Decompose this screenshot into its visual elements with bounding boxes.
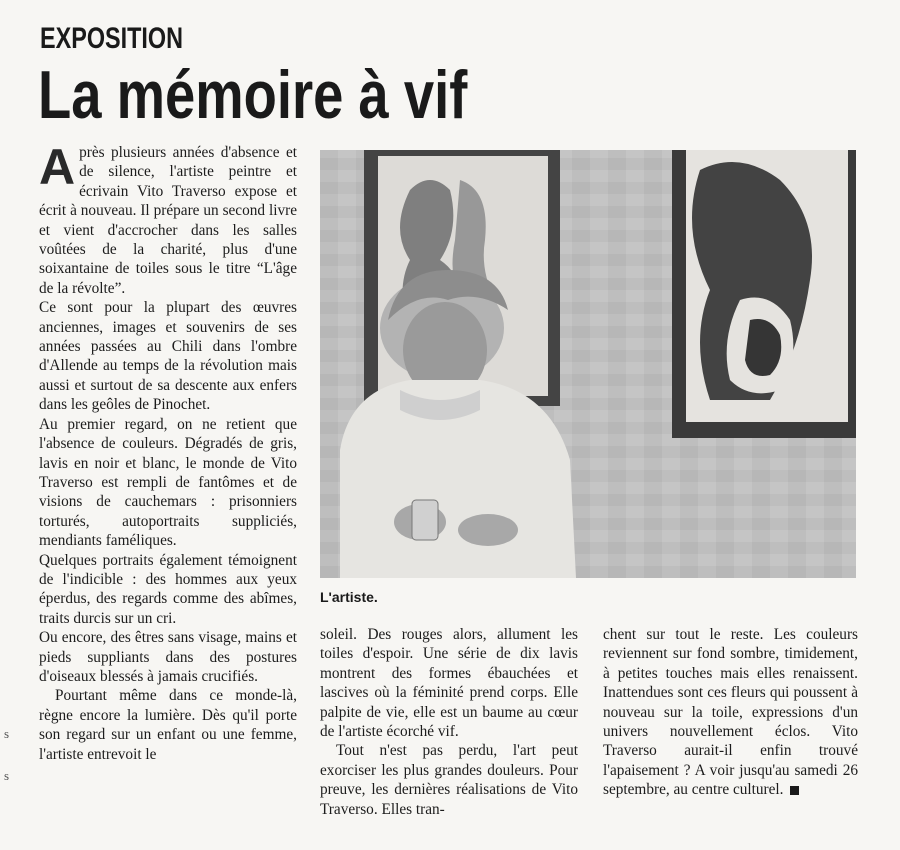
paragraph: Après plusieurs années d'absence et de silence, l'artiste peintre et écrivain Vito Traverso expose et écrit à nouveau. Il prépare un second livre et vient d'accrocher dans les salles voûtées de la charité, plus d'une soixantaine de toiles sous le titre “L'âge de la révolte”. xyxy=(39,139,297,297)
text-column-2 xyxy=(320,625,578,819)
article-headline: La mémoire à vif xyxy=(38,57,468,133)
paragraph: Quelques portraits également témoignent de l'indicible : des hommes aux yeux éperdus, des regards comme des abîmes, traits durcis sur un cri. xyxy=(39,551,297,627)
text-column-1 xyxy=(39,139,297,764)
margin-mark: s xyxy=(4,768,10,783)
photo-caption: L'artiste. xyxy=(320,589,378,605)
artist-photo xyxy=(320,150,856,578)
artist-photo-illustration xyxy=(320,150,856,578)
paragraph: Pourtant même dans ce monde-là, règne encore la lumière. Dès qu'il porte son regard sur un enfant ou une femme, l'artiste entrevoit le xyxy=(39,687,297,763)
paragraph: Ce sont pour la plupart des œuvres anciennes, images et souvenirs de ses années passées au Chili dans l'ombre d'Allende au temps de la révolution mais aussi et surtout de sa descente aux enfers dans les geôles de Pinochet. xyxy=(39,299,297,414)
drop-cap: A xyxy=(39,139,76,195)
margin-mark: s xyxy=(4,726,10,741)
end-of-article-square-icon xyxy=(790,786,799,795)
article-kicker: EXPOSITION xyxy=(40,22,184,55)
paragraph: chent sur tout le reste. Les couleurs reviennent sur fond sombre, timidement, à petites touches mais elles renaissent. Inattendues sont ces fleurs qui poussent à nouveau sur la toile, expressions d'un univers nouvellement éclos. Vito Traverso aurait-il enfin trouvé l'apaisement ? A voir jusqu'au samedi 26 septembre, au centre culturel. xyxy=(603,626,858,799)
text-column-3 xyxy=(603,625,858,800)
paragraph: soleil. Des rouges alors, allument les toiles d'espoir. Une série de dix lavis montrent des formes ébauchées et lascives où la féminité prend corps. Elle palpite de vie, elle est un baume au cœur de l'artiste écorché vif. xyxy=(320,626,578,741)
paragraph: Au premier regard, on ne retient que l'absence de couleurs. Dégradés de gris, lavis en noir et blanc, le monde de Vito Traverso est rempli de fantômes et de visions de cauchemars : prisonniers torturés, autoportraits suppliciés, mendiants faméliques. xyxy=(39,415,297,550)
paragraph: Tout n'est pas perdu, l'art peut exorciser les plus grandes douleurs. Pour preuve, les dernières réalisations de Vito Traverso. Elles tran- xyxy=(320,742,578,818)
paragraph: Ou encore, des êtres sans visage, mains et pieds suppliants dans des postures d'oiseaux blessés à jamais crucifiés. xyxy=(39,629,297,685)
